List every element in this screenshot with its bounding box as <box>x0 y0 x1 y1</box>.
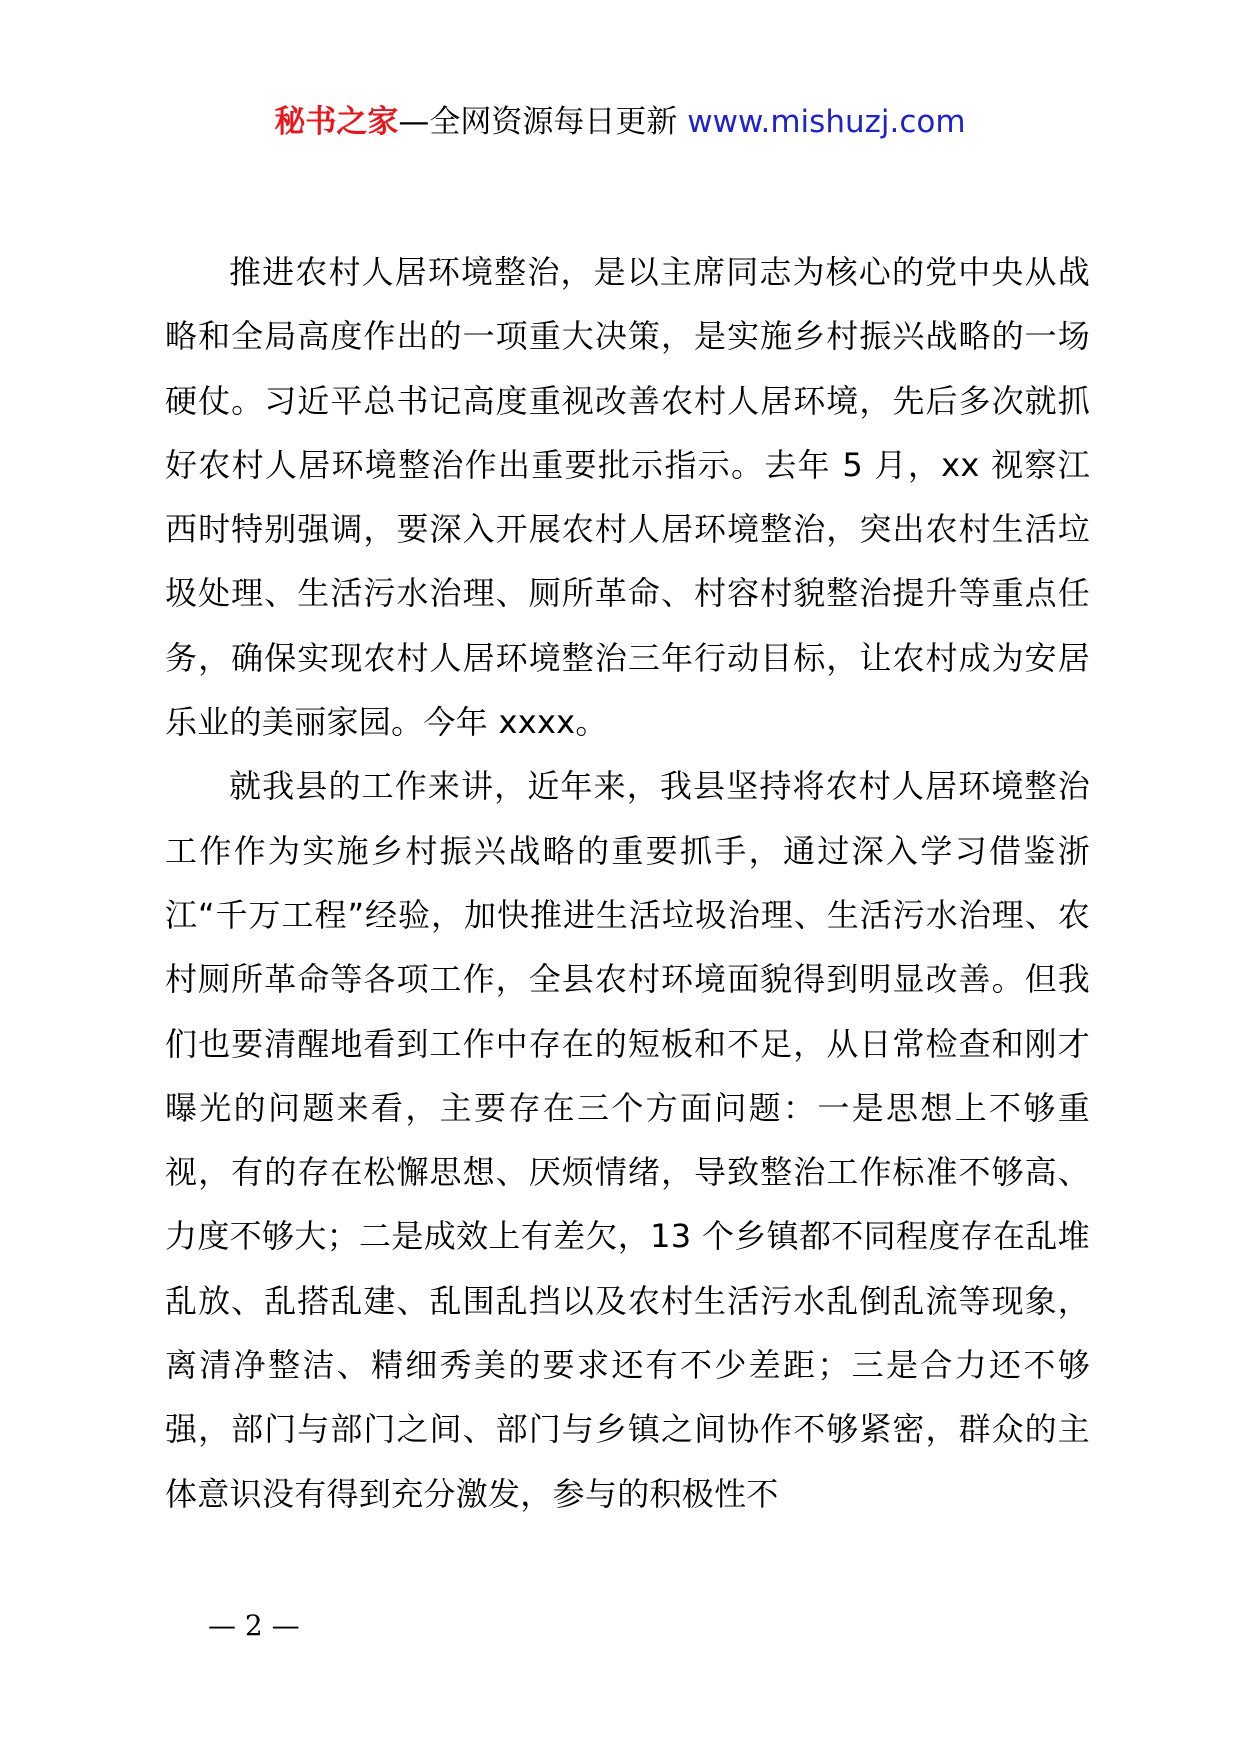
page-header <box>0 100 1240 144</box>
paragraph-1: 推进农村人居环境整治，是以主席同志为核心的党中央从战略和全局高度作出的一项重大决策，是实施乡村振兴战略的一场硬仗。习近平总书记高度重视改善农村人居环境，先后多次就抓好农村人居环境整治作出重要批示指示。去年 5 月，xx 视察江西时特别强调，要深入开展农村人居环境整治，突出农村生活垃圾处理、生活污水治理、厕所革命、村容村貌整治提升等重点任务，确保实现农村人居环境整治三年行动目标，让农村成为安居乐业的美丽家园。今年 xxxx。 <box>165 253 1090 742</box>
document-body <box>165 240 1090 1526</box>
paragraph-2: 就我县的工作来讲，近年来，我县坚持将农村人居环境整治工作作为实施乡村振兴战略的重要抓手，通过深入学习借鉴浙江“千万工程”经验，加快推进生活垃圾治理、生活污水治理、农村厕所革命等各项工作，全县农村环境面貌得到明显改善。但我们也要清醒地看到工作中存在的短板和不足，从日常检查和刚才曝光的问题来看，主要存在三个方面问题：一是思想上不够重视，有的存在松懈思想、厌烦情绪，导致整治工作标准不够高、力度不够大；二是成效上有差欠，13 个乡镇都不同程度存在乱堆乱放、乱搭乱建、乱围乱挡以及农村生活污水乱倒乱流等现象，离清净整洁、精细秀美的要求还有不少差距；三是合力还不够强，部门与部门之间、部门与乡镇之间协作不够紧密，群众的主体意识没有得到充分激发，参与的积极性不 <box>165 767 1090 1513</box>
page-number: — 2 — <box>208 1609 300 1642</box>
site-tagline: —全网资源每日更新 <box>398 104 688 140</box>
site-url-link[interactable]: www.mishuzj.com <box>687 104 966 140</box>
site-brand: 秘书之家 <box>274 104 399 140</box>
